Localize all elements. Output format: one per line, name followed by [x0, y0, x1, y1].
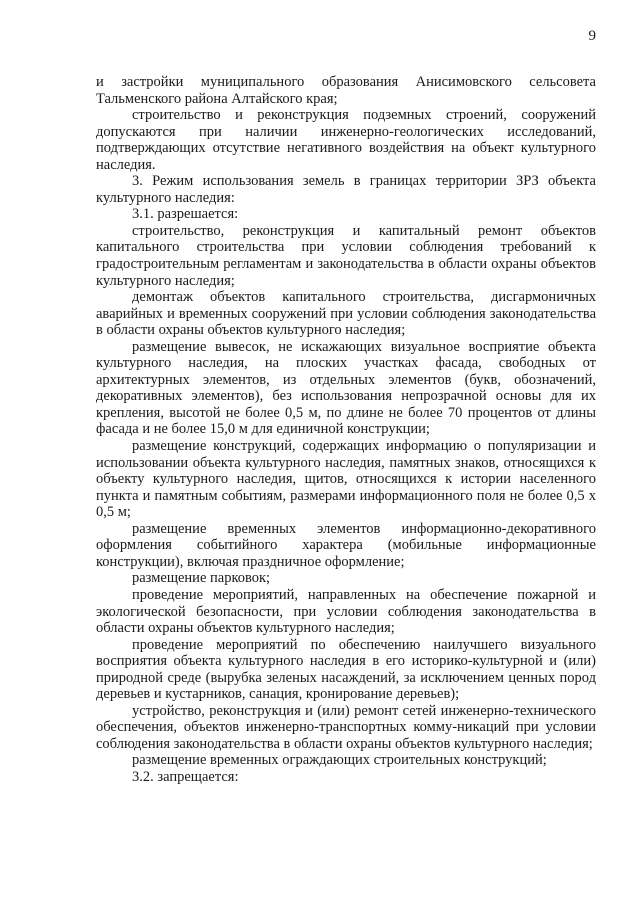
- list-item-parking: размещение парковок;: [132, 570, 271, 587]
- list-item-info-structures: размещение конструкций, содержащих информацию о популяризации и использовании объекта культурного наследия, памятных знаков, относящихся к объекту культурного наследия, щитов, относящихся к истории населенного пункта и памятным событиям, размерами информационного поля не более 0,5 х 0,5 м;: [96, 438, 596, 521]
- list-item-demolition: демонтаж объектов капитального строительства, дисгармоничных аварийных и временных сооружений при условии соблюдения законодательства в области охраны объектов культурного наследия;: [96, 289, 596, 339]
- list-item-temporary-decor: размещение временных элементов информационно-декоративного оформления событийного характера (мобильные информационные конструкции), включая праздничное оформление;: [96, 520, 596, 570]
- page-number: 9: [588, 28, 596, 44]
- paragraph-continuation: и застройки муниципального образования Анисимовского сельсовета Тальменского района Алтайского края;: [96, 74, 596, 107]
- list-item-visual-perception: проведение мероприятий по обеспечению наилучшего визуального восприятия объекта культурного наследия в его историко-культурной и (или) природной среде (вырубка зеленых насаждений, за исключением ценных пород деревьев и кустарников, санация, кронирование деревьев);: [96, 636, 596, 703]
- paragraph-underground-construction: строительство и реконструкция подземных строений, сооружений допускаются при наличии инженерно-геологических исследований, подтверждающих отсутствие негативного воздействия на объект культурного наследия.: [96, 107, 596, 173]
- subsection-heading-prohibited: 3.2. запрещается:: [132, 768, 239, 785]
- document-body: [96, 74, 596, 786]
- list-item-fire-safety: проведение мероприятий, направленных на обеспечение пожарной и экологической безопасности, при условии соблюдения законодательства в области охраны объектов культурного наследия;: [96, 586, 596, 637]
- subsection-heading-permitted: 3.1. разрешается:: [132, 206, 239, 223]
- list-item-signage: размещение вывесок, не искажающих визуальное восприятие объекта культурного наследия, на плоских участках фасада, свободных от архитектурных элементов, из отдельных элементов (букв, обозначений, декоративных элементов), без использования непрозрачной основы для их крепления, высотой не более 0,5 м, по длине не более 70 процентов от длины фасада и не более 15,0 м для единичной конструкции;: [96, 338, 596, 438]
- list-item-construction: строительство, реконструкция и капитальный ремонт объектов капитального строительства при условии соблюдения требований к градостроительным регламентам и законодательства в области охраны объектов культурного наследия;: [96, 222, 596, 289]
- list-item-engineering-networks: устройство, реконструкция и (или) ремонт сетей инженерно-технического обеспечения, объектов инженерно-транспортных комму-никаций при условии соблюдения законодательства в области охраны объектов культурного наследия;: [96, 702, 596, 752]
- section-heading-land-use-regime: 3. Режим использования земель в границах территории ЗРЗ объекта культурного наследия:: [96, 173, 596, 206]
- list-item-temporary-fencing: размещение временных ограждающих строительных конструкций;: [132, 752, 547, 769]
